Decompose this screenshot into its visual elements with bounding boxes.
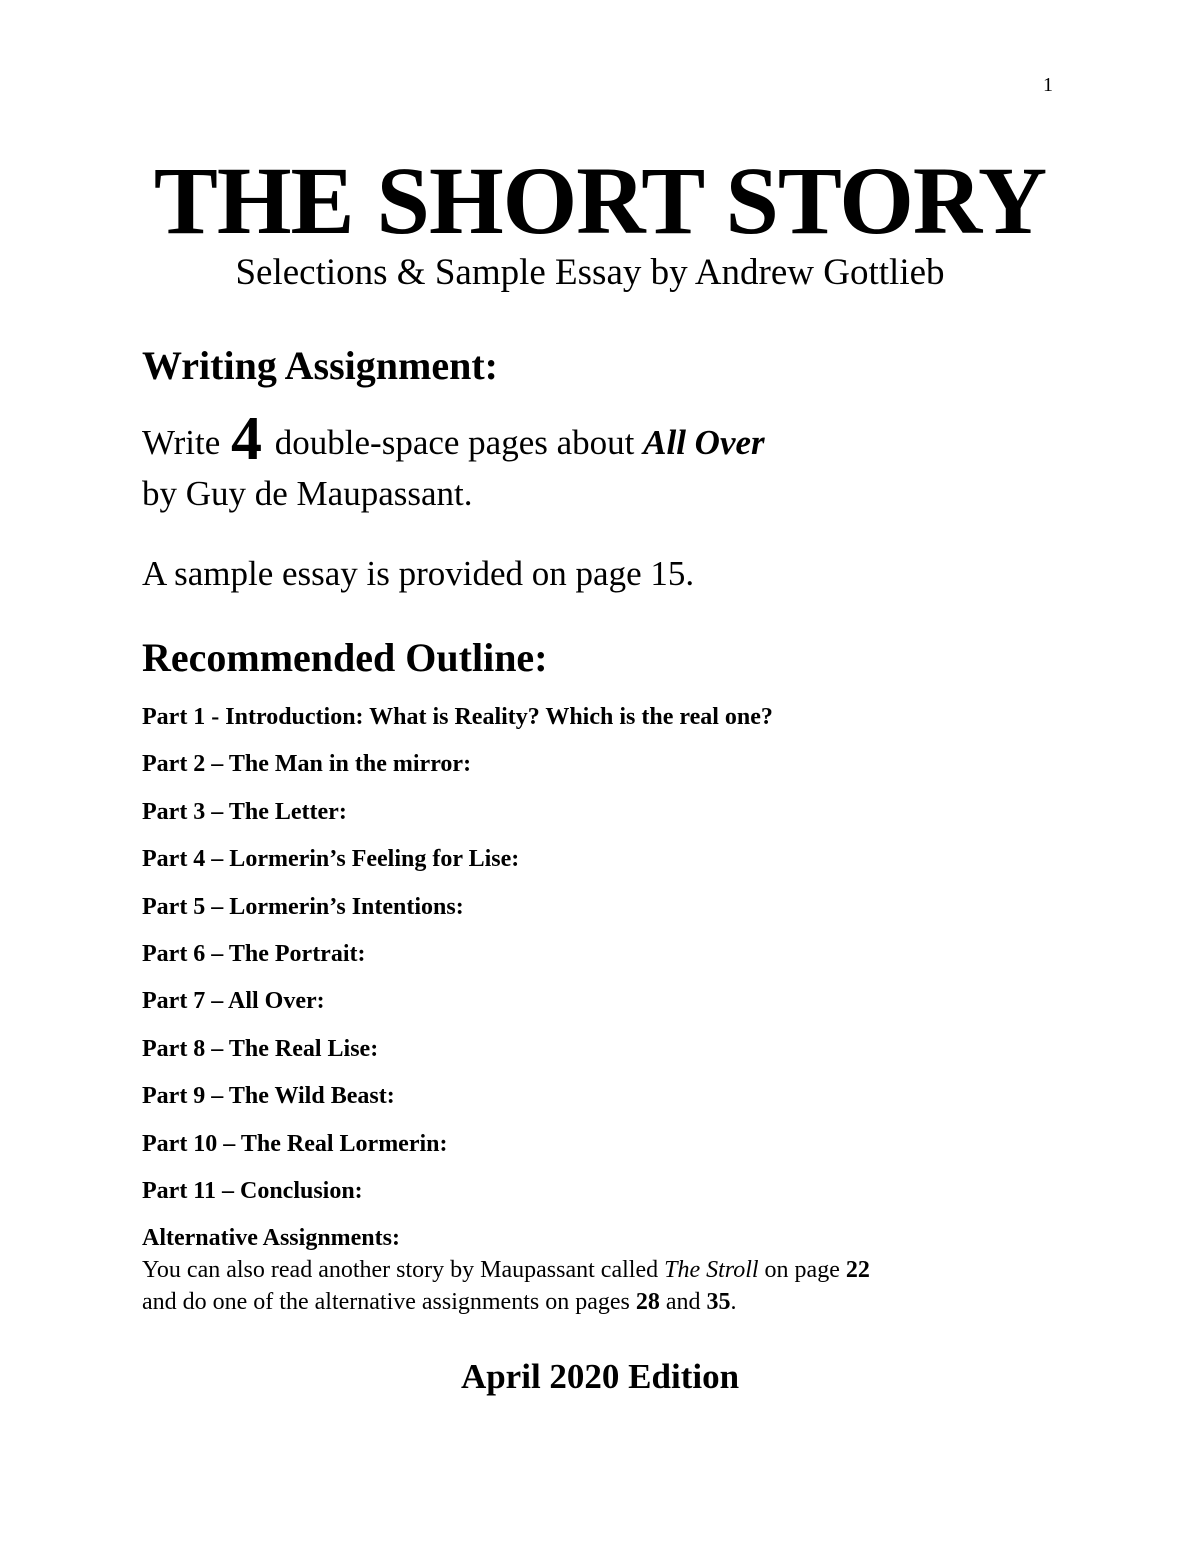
alternative-period: .	[730, 1289, 737, 1315]
assignment-line-1	[142, 405, 765, 473]
outline-list	[142, 700, 773, 1221]
alternative-line-2	[142, 1286, 870, 1318]
alternative-page-28: 28	[635, 1289, 660, 1315]
alternative-page-35: 35	[706, 1289, 731, 1315]
outline-item: Part 11 – Conclusion:	[142, 1177, 363, 1204]
alternative-and: and	[665, 1289, 701, 1315]
writing-assignment-heading: Writing Assignment:	[142, 343, 498, 388]
alternative-assignments	[142, 1222, 870, 1318]
assignment-story-title: All Over	[643, 423, 765, 462]
assignment-write-label: Write	[142, 423, 221, 462]
alternative-line-1	[142, 1254, 870, 1286]
recommended-outline-heading: Recommended Outline:	[142, 635, 548, 680]
assignment-line-2: by Guy de Maupassant.	[142, 474, 473, 513]
document-title: THE SHORT STORY	[153, 147, 1047, 254]
alternative-story-title: The Stroll	[664, 1257, 759, 1283]
outline-item: Part 8 – The Real Lise:	[142, 1035, 379, 1062]
outline-item: Part 4 – Lormerin’s Feeling for Lise:	[142, 846, 520, 873]
alternative-line-1-text: You can also read another story by Maupassant called	[142, 1257, 659, 1283]
document-subtitle: Selections & Sample Essay by Andrew Gottlieb	[235, 252, 945, 293]
page-number: 1	[1043, 74, 1053, 96]
outline-item: Part 1 - Introduction: What is Reality? Which is the real one?	[142, 704, 773, 730]
alternative-heading: Alternative Assignments:	[142, 1225, 400, 1251]
outline-item: Part 2 – The Man in the mirror:	[142, 751, 472, 778]
assignment-page-count: 4	[231, 405, 263, 473]
alternative-page-22: 22	[845, 1257, 870, 1283]
outline-item: Part 10 – The Real Lormerin:	[142, 1130, 448, 1157]
sample-essay-note: A sample essay is provided on page 15.	[142, 554, 695, 593]
alternative-page-label: on page	[764, 1257, 840, 1283]
edition-label: April 2020 Edition	[460, 1357, 740, 1396]
outline-item: Part 6 – The Portrait:	[142, 940, 366, 967]
alternative-line-2-text: and do one of the alternative assignments on pages	[142, 1289, 630, 1315]
outline-item: Part 3 – The Letter:	[142, 798, 347, 825]
assignment-pages-text: double-space pages about	[274, 423, 635, 462]
outline-item: Part 5 – Lormerin’s Intentions:	[142, 893, 464, 920]
outline-item: Part 7 – All Over:	[142, 988, 325, 1015]
outline-item: Part 9 – The Wild Beast:	[142, 1083, 395, 1110]
